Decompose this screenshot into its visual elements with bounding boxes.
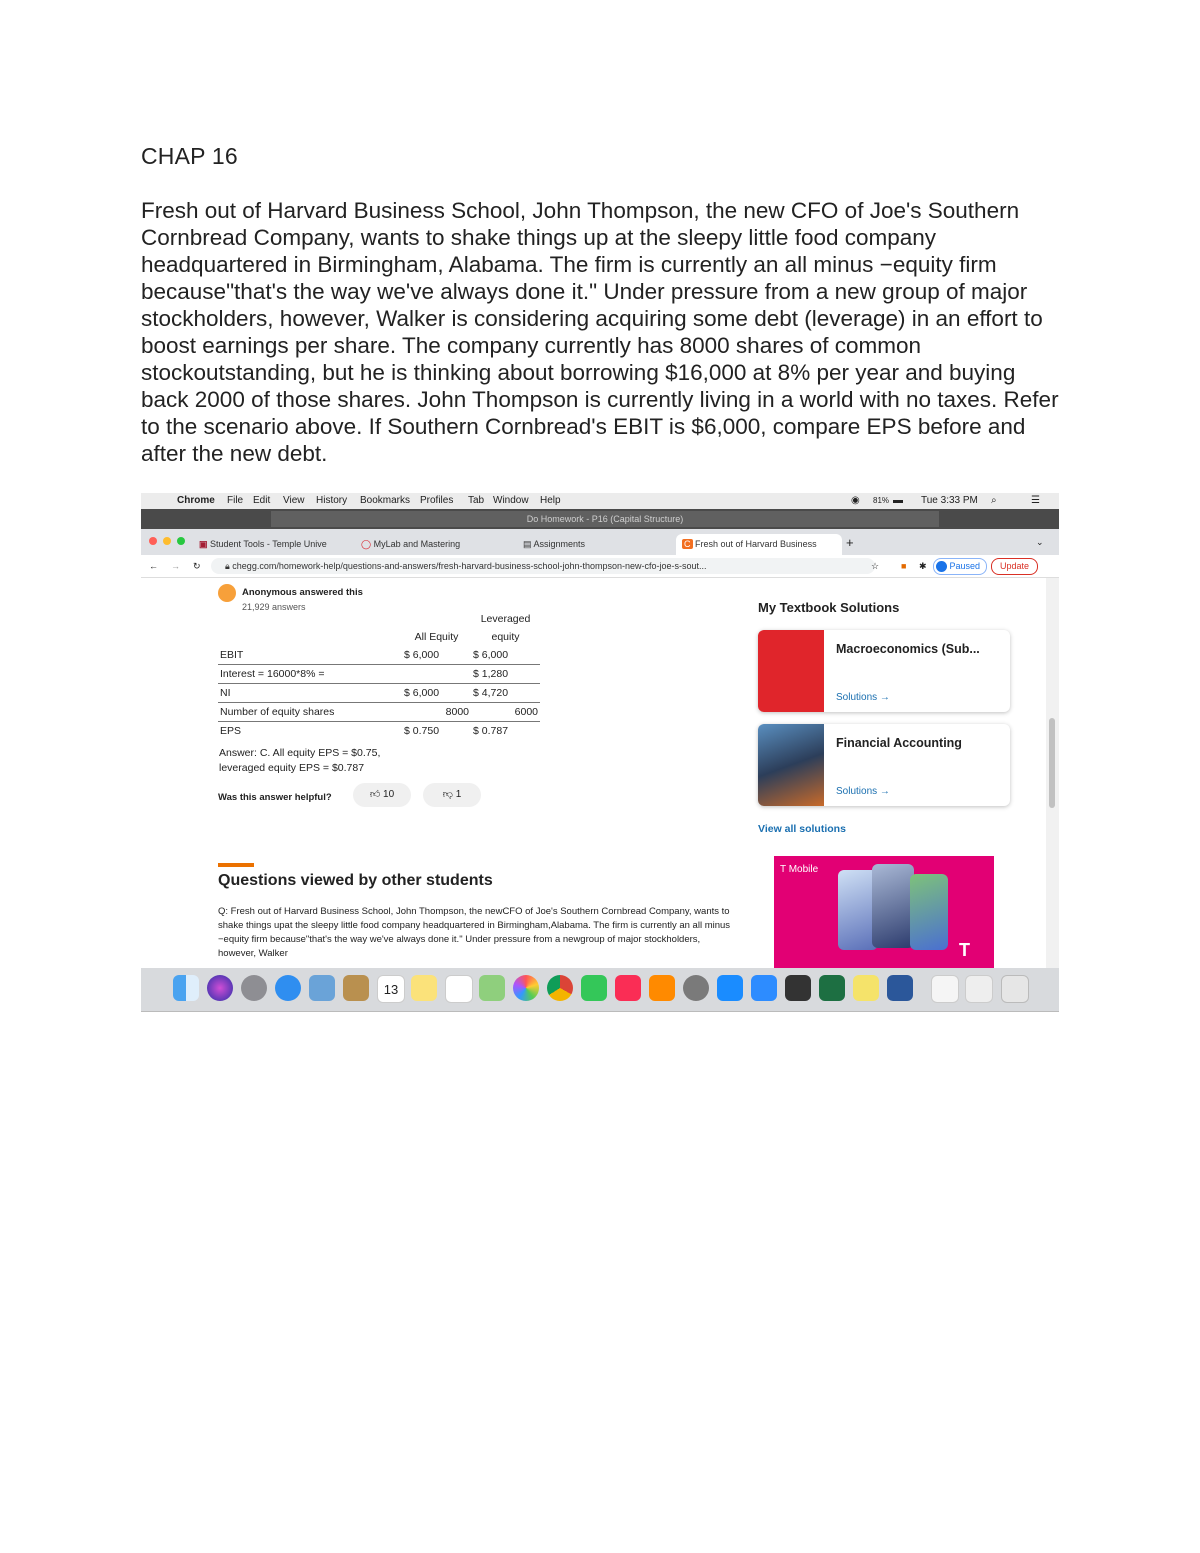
url-bar — [141, 555, 1059, 578]
word-icon[interactable] — [887, 975, 913, 1001]
calendar-icon[interactable]: 13 — [377, 975, 405, 1003]
row-all-equity: $ 6,000 — [404, 687, 440, 699]
sidebar-title: My Textbook Solutions — [758, 600, 900, 615]
row-label: EPS — [220, 725, 242, 737]
mac-menubar — [141, 493, 1059, 509]
phone-image — [872, 864, 914, 948]
helpful-label: Was this answer helpful? — [218, 792, 332, 803]
close-window-dot[interactable] — [149, 537, 157, 545]
answer-text: Answer: C. All equity EPS = $0.75, leveraged equity EPS = $0.787 — [219, 747, 381, 774]
facetime-icon[interactable] — [581, 975, 607, 1001]
launchpad-icon[interactable] — [241, 975, 267, 1001]
row-leveraged: $ 4,720 — [473, 687, 509, 699]
puzzle-icon[interactable]: ✱ — [919, 561, 927, 571]
finder-icon[interactable] — [173, 975, 199, 1001]
header-all-equity: All Equity — [414, 631, 459, 643]
row-label: Interest = 16000*8% = — [220, 668, 325, 680]
book-cover-macro — [758, 630, 824, 712]
update-button[interactable]: Update — [991, 558, 1038, 575]
header-equity: equity — [491, 631, 520, 643]
books-icon[interactable] — [649, 975, 675, 1001]
forward-icon[interactable]: → — [171, 561, 180, 571]
solutions-link[interactable]: Solutions → — [836, 786, 890, 797]
ad-brand: T Mobile — [780, 864, 819, 875]
answerer-name: Anonymous answered this — [242, 587, 363, 598]
new-tab-icon[interactable]: + — [846, 535, 854, 550]
downloads-icon[interactable] — [965, 975, 993, 1003]
menu-tab[interactable]: Tab — [468, 495, 485, 506]
zoom-window-dot[interactable] — [177, 537, 185, 545]
bookmark-star-icon[interactable]: ☆ — [871, 561, 880, 571]
row-all-equity: 8000 — [445, 706, 469, 718]
siri-icon[interactable] — [207, 975, 233, 1001]
row-leveraged: $ 1,280 — [473, 668, 509, 680]
battery-percent: 81% — [873, 496, 890, 505]
question-preview[interactable]: Q: Fresh out of Harvard Business School, John Thompson, the newCFO of Joe's Southern Cornbread Company, wants to shake things upat the sleepy little food company headquartered in Birmingham,Alabama. The firm is currently an all minus −equity firm because"that's the way we've always done it." Under pressure from a newgroup of major stockholders, however, Walker — [218, 906, 731, 959]
solutions-link[interactable]: Solutions → — [836, 692, 890, 703]
row-all-equity — [402, 665, 471, 684]
book-title: Financial Accounting — [836, 736, 962, 750]
excel-icon[interactable] — [819, 975, 845, 1001]
tmobile-ad[interactable] — [774, 856, 994, 968]
back-icon[interactable]: ← — [149, 561, 158, 571]
phone-image — [910, 874, 948, 950]
book-card-accounting[interactable] — [758, 724, 1010, 806]
row-leveraged: $ 6,000 — [473, 649, 509, 661]
app-store-icon[interactable] — [717, 975, 743, 1001]
reload-icon[interactable]: ↻ — [193, 561, 201, 571]
control-center-icon[interactable]: ☰ — [1031, 495, 1040, 506]
window-titlebar — [141, 509, 1059, 529]
menu-window[interactable]: Window — [493, 495, 529, 506]
wifi-icon[interactable]: ◉ — [851, 495, 860, 506]
tab-bar — [141, 529, 1059, 555]
tab-student-tools[interactable]: ▣ Student Tools - Temple Unive — [199, 539, 327, 549]
thumbs-up-icon: 👍︎ — [369, 789, 381, 800]
music-icon[interactable] — [615, 975, 641, 1001]
menu-profiles[interactable]: Profiles — [420, 495, 454, 506]
menu-help[interactable]: Help — [540, 495, 561, 506]
questions-heading: Questions viewed by other students — [218, 872, 493, 889]
zoom-icon[interactable] — [751, 975, 777, 1001]
answerer-count: 21,929 answers — [242, 602, 306, 612]
row-label: EBIT — [220, 649, 244, 661]
system-preferences-icon[interactable] — [683, 975, 709, 1001]
row-all-equity: $ 0.750 — [404, 725, 440, 737]
page-scrollbar[interactable] — [1046, 578, 1059, 968]
row-all-equity: $ 6,000 — [404, 649, 440, 661]
menu-view[interactable]: View — [283, 495, 305, 506]
view-all-solutions-link[interactable]: View all solutions — [758, 823, 846, 835]
notes-icon[interactable] — [411, 975, 437, 1001]
paused-button[interactable]: Paused — [933, 558, 987, 575]
reminders-icon[interactable] — [445, 975, 473, 1003]
preview-icon[interactable] — [309, 975, 335, 1001]
row-leveraged: $ 0.787 — [473, 725, 509, 737]
chrome-icon[interactable] — [547, 975, 573, 1001]
solution-table — [218, 610, 540, 740]
thumbs-down-button[interactable]: 👎︎ 1 — [423, 783, 481, 807]
menu-chrome[interactable]: Chrome — [177, 495, 215, 506]
window-title: Do Homework - P16 (Capital Structure) — [271, 511, 939, 527]
answerer-avatar — [218, 584, 236, 602]
temple-icon: ▣ — [199, 539, 211, 549]
battery-icon[interactable]: ▬ — [893, 495, 903, 506]
header-leveraged: Leveraged — [480, 613, 531, 625]
menu-file[interactable]: File — [227, 495, 244, 506]
clock[interactable]: Tue 3:33 PM — [921, 495, 978, 506]
stickies-icon[interactable] — [853, 975, 879, 1001]
tab-search-icon[interactable]: ⌄ — [1036, 537, 1044, 547]
book-card-macro[interactable] — [758, 630, 1010, 712]
thumbs-down-icon: 👎︎ — [442, 789, 453, 800]
row-label: NI — [220, 687, 231, 699]
address-input[interactable]: 🔒︎ chegg.com/homework-help/questions-and-answers/fresh-harvard-business-school-john-thompson-new-cfo-joe-s-sout... — [211, 558, 875, 574]
documents-icon[interactable] — [931, 975, 959, 1003]
scroll-thumb[interactable] — [1049, 718, 1055, 808]
tab-chegg[interactable]: C Fresh out of Harvard Business — [676, 534, 842, 555]
trash-icon[interactable] — [1001, 975, 1029, 1003]
lock-icon: 🔒︎ — [225, 561, 233, 571]
photos-icon[interactable] — [513, 975, 539, 1001]
thumbs-up-button[interactable]: 👍︎ 10 — [353, 783, 411, 807]
row-leveraged: 6000 — [514, 706, 538, 718]
notes-folder-icon[interactable] — [343, 975, 369, 1001]
camera-icon[interactable] — [785, 975, 811, 1001]
menu-edit[interactable]: Edit — [253, 495, 271, 506]
spotlight-icon[interactable]: ⌕ — [991, 495, 997, 506]
tmobile-logo-icon: T — [959, 940, 970, 960]
screenshot — [141, 493, 1059, 1012]
tab-mylab[interactable]: ◯ MyLab and Mastering — [361, 539, 461, 549]
row-label: Number of equity shares — [220, 706, 335, 718]
chegg-icon: C — [684, 539, 691, 549]
question-text: Fresh out of Harvard Business School, John Thompson, the new CFO of Joe's Southern Cornbread Company, wants to shake things up at the sleepy little food company headquartered in Birmingham, Alabama. The firm is currently an all minus −equity firm because"that's the way we've always done it." Under pressure from a new group of major stockholders, however, Walker is considering acquiring some debt (leverage) in an effort to boost earnings per share. The company currently has 8000 shares of common stockoutstanding, but he is thinking about borrowing $16,000 at 8% per year and buying back 2000 of those shares. John Thompson is currently living in a world with no taxes. Refer to the scenario above. If Southern Cornbread's EBIT is $6,000, compare EPS before and after the new debt. — [141, 198, 1059, 466]
tab-assignments[interactable]: ▤ Assignments — [523, 539, 586, 549]
minimize-window-dot[interactable] — [163, 537, 171, 545]
chapter-heading: CHAP 16 — [141, 143, 238, 169]
profile-avatar — [936, 561, 947, 572]
mac-dock — [141, 968, 1059, 1011]
extension-icon[interactable]: ■ — [901, 561, 907, 571]
book-cover-accounting — [758, 724, 824, 806]
safari-icon[interactable] — [275, 975, 301, 1001]
assignments-icon: ▤ — [523, 539, 534, 549]
mylab-icon: ◯ — [361, 539, 374, 549]
maps-icon[interactable] — [479, 975, 505, 1001]
section-accent-bar — [218, 863, 254, 867]
chegg-page — [141, 578, 1046, 968]
book-title: Macroeconomics (Sub... — [836, 642, 980, 656]
menu-bookmarks[interactable]: Bookmarks — [360, 495, 411, 506]
menu-history[interactable]: History — [316, 495, 348, 506]
